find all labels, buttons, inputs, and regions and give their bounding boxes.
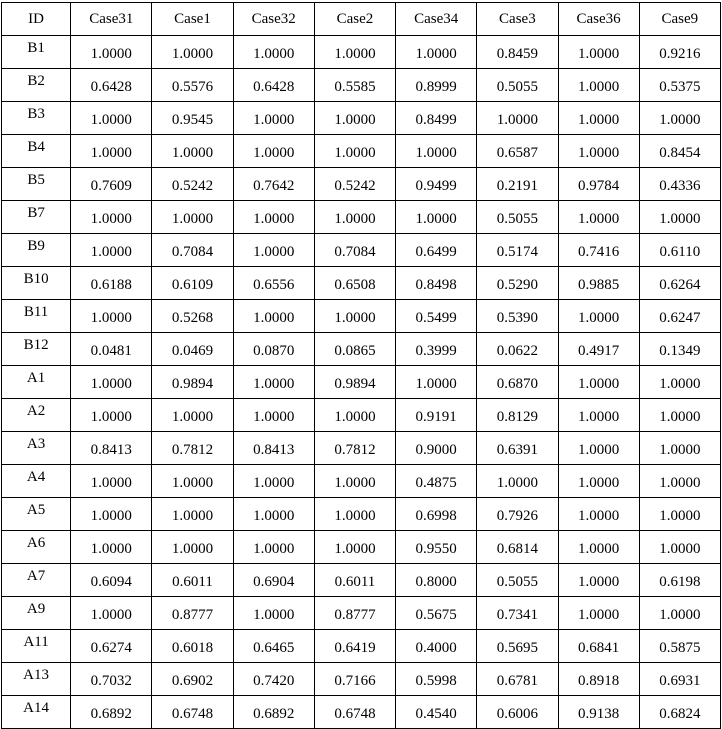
value-cell: 1.0000 <box>233 201 314 234</box>
value-cell: 0.5290 <box>477 267 558 300</box>
value-cell: 0.9545 <box>152 102 233 135</box>
value-cell: 0.4336 <box>639 168 720 201</box>
value-cell: 1.0000 <box>233 300 314 333</box>
value-cell: 1.0000 <box>558 201 639 234</box>
value-cell: 1.0000 <box>71 234 152 267</box>
value-cell: 0.4000 <box>396 630 477 663</box>
table-row <box>2 36 721 69</box>
value-cell: 0.6011 <box>314 564 395 597</box>
value-cell: 1.0000 <box>558 531 639 564</box>
row-id-cell: A13 <box>2 663 71 696</box>
value-cell: 0.0481 <box>71 333 152 366</box>
value-cell: 1.0000 <box>233 135 314 168</box>
value-cell: 0.9885 <box>558 267 639 300</box>
table-header <box>2 3 721 36</box>
column-header-case9: Case9 <box>639 3 720 36</box>
value-cell: 0.6904 <box>233 564 314 597</box>
table-row <box>2 366 721 399</box>
value-cell: 0.0870 <box>233 333 314 366</box>
value-cell: 0.7926 <box>477 498 558 531</box>
value-cell: 0.5055 <box>477 201 558 234</box>
value-cell: 0.6094 <box>71 564 152 597</box>
value-cell: 1.0000 <box>71 135 152 168</box>
table-row <box>2 564 721 597</box>
row-id-cell: B11 <box>2 300 71 333</box>
value-cell: 0.6556 <box>233 267 314 300</box>
value-cell: 0.5695 <box>477 630 558 663</box>
value-cell: 0.6109 <box>152 267 233 300</box>
table-row <box>2 201 721 234</box>
value-cell: 0.8459 <box>477 36 558 69</box>
value-cell: 0.1349 <box>639 333 720 366</box>
value-cell: 0.9499 <box>396 168 477 201</box>
value-cell: 1.0000 <box>639 597 720 630</box>
value-cell: 1.0000 <box>71 366 152 399</box>
value-cell: 1.0000 <box>558 135 639 168</box>
row-id-cell: B3 <box>2 102 71 135</box>
value-cell: 1.0000 <box>152 201 233 234</box>
table-row <box>2 399 721 432</box>
value-cell: 0.9191 <box>396 399 477 432</box>
value-cell: 0.6110 <box>639 234 720 267</box>
value-cell: 1.0000 <box>558 69 639 102</box>
value-cell: 1.0000 <box>152 36 233 69</box>
table-row <box>2 597 721 630</box>
value-cell: 0.9894 <box>152 366 233 399</box>
row-id-cell: A14 <box>2 696 71 729</box>
value-cell: 1.0000 <box>233 597 314 630</box>
row-id-cell: A2 <box>2 399 71 432</box>
value-cell: 0.4917 <box>558 333 639 366</box>
value-cell: 0.7812 <box>314 432 395 465</box>
value-cell: 1.0000 <box>314 201 395 234</box>
row-id-cell: A4 <box>2 465 71 498</box>
value-cell: 0.4540 <box>396 696 477 729</box>
table-row <box>2 498 721 531</box>
value-cell: 0.7341 <box>477 597 558 630</box>
value-cell: 1.0000 <box>558 102 639 135</box>
value-cell: 1.0000 <box>71 102 152 135</box>
column-header-case31: Case31 <box>71 3 152 36</box>
value-cell: 1.0000 <box>558 597 639 630</box>
table-row <box>2 531 721 564</box>
row-id-cell: B1 <box>2 36 71 69</box>
value-cell: 0.6931 <box>639 663 720 696</box>
value-cell: 0.6892 <box>233 696 314 729</box>
value-cell: 1.0000 <box>639 201 720 234</box>
value-cell: 1.0000 <box>639 399 720 432</box>
value-cell: 0.6247 <box>639 300 720 333</box>
results-table <box>1 2 721 729</box>
value-cell: 0.5998 <box>396 663 477 696</box>
value-cell: 1.0000 <box>558 300 639 333</box>
value-cell: 0.6781 <box>477 663 558 696</box>
table-row <box>2 696 721 729</box>
value-cell: 0.6870 <box>477 366 558 399</box>
table-row <box>2 69 721 102</box>
value-cell: 0.8413 <box>71 432 152 465</box>
value-cell: 1.0000 <box>477 102 558 135</box>
value-cell: 0.8498 <box>396 267 477 300</box>
value-cell: 0.6465 <box>233 630 314 663</box>
table-row <box>2 630 721 663</box>
value-cell: 1.0000 <box>233 531 314 564</box>
value-cell: 1.0000 <box>71 465 152 498</box>
value-cell: 0.5174 <box>477 234 558 267</box>
value-cell: 1.0000 <box>314 399 395 432</box>
value-cell: 1.0000 <box>558 564 639 597</box>
table-body <box>2 36 721 729</box>
value-cell: 1.0000 <box>314 102 395 135</box>
value-cell: 0.6748 <box>152 696 233 729</box>
value-cell: 1.0000 <box>71 498 152 531</box>
row-id-cell: A11 <box>2 630 71 663</box>
value-cell: 0.5875 <box>639 630 720 663</box>
value-cell: 0.6198 <box>639 564 720 597</box>
table-row <box>2 234 721 267</box>
value-cell: 0.5675 <box>396 597 477 630</box>
value-cell: 0.7812 <box>152 432 233 465</box>
value-cell: 0.6419 <box>314 630 395 663</box>
value-cell: 1.0000 <box>314 498 395 531</box>
table-row <box>2 432 721 465</box>
value-cell: 0.6274 <box>71 630 152 663</box>
value-cell: 0.5585 <box>314 69 395 102</box>
value-cell: 0.5242 <box>152 168 233 201</box>
value-cell: 1.0000 <box>233 399 314 432</box>
table-row <box>2 102 721 135</box>
row-id-cell: A9 <box>2 597 71 630</box>
value-cell: 1.0000 <box>396 366 477 399</box>
row-id-cell: A6 <box>2 531 71 564</box>
column-header-case36: Case36 <box>558 3 639 36</box>
value-cell: 0.6264 <box>639 267 720 300</box>
value-cell: 1.0000 <box>396 36 477 69</box>
value-cell: 0.5268 <box>152 300 233 333</box>
value-cell: 1.0000 <box>233 102 314 135</box>
value-cell: 1.0000 <box>558 465 639 498</box>
value-cell: 1.0000 <box>233 36 314 69</box>
value-cell: 1.0000 <box>639 498 720 531</box>
value-cell: 0.0469 <box>152 333 233 366</box>
table-row <box>2 663 721 696</box>
value-cell: 0.6508 <box>314 267 395 300</box>
value-cell: 0.2191 <box>477 168 558 201</box>
value-cell: 0.6006 <box>477 696 558 729</box>
value-cell: 1.0000 <box>71 597 152 630</box>
value-cell: 0.5576 <box>152 69 233 102</box>
value-cell: 0.6011 <box>152 564 233 597</box>
value-cell: 0.4875 <box>396 465 477 498</box>
value-cell: 0.9138 <box>558 696 639 729</box>
column-header-id: ID <box>2 3 71 36</box>
value-cell: 0.6814 <box>477 531 558 564</box>
value-cell: 1.0000 <box>639 531 720 564</box>
value-cell: 1.0000 <box>558 498 639 531</box>
value-cell: 1.0000 <box>314 531 395 564</box>
value-cell: 1.0000 <box>152 465 233 498</box>
value-cell: 0.6998 <box>396 498 477 531</box>
value-cell: 0.9550 <box>396 531 477 564</box>
value-cell: 1.0000 <box>558 36 639 69</box>
value-cell: 1.0000 <box>71 300 152 333</box>
value-cell: 0.0622 <box>477 333 558 366</box>
value-cell: 1.0000 <box>639 465 720 498</box>
row-id-cell: B12 <box>2 333 71 366</box>
value-cell: 1.0000 <box>233 234 314 267</box>
value-cell: 0.6587 <box>477 135 558 168</box>
value-cell: 0.0865 <box>314 333 395 366</box>
value-cell: 1.0000 <box>233 498 314 531</box>
value-cell: 0.8413 <box>233 432 314 465</box>
value-cell: 0.9784 <box>558 168 639 201</box>
row-id-cell: B10 <box>2 267 71 300</box>
value-cell: 1.0000 <box>233 465 314 498</box>
value-cell: 1.0000 <box>314 135 395 168</box>
table-row <box>2 135 721 168</box>
value-cell: 1.0000 <box>71 201 152 234</box>
value-cell: 0.9894 <box>314 366 395 399</box>
value-cell: 1.0000 <box>233 366 314 399</box>
row-id-cell: B9 <box>2 234 71 267</box>
value-cell: 0.5055 <box>477 564 558 597</box>
value-cell: 0.7609 <box>71 168 152 201</box>
value-cell: 1.0000 <box>396 201 477 234</box>
value-cell: 1.0000 <box>152 135 233 168</box>
value-cell: 0.6428 <box>233 69 314 102</box>
value-cell: 0.7416 <box>558 234 639 267</box>
row-id-cell: B4 <box>2 135 71 168</box>
value-cell: 1.0000 <box>558 399 639 432</box>
value-cell: 0.8918 <box>558 663 639 696</box>
value-cell: 0.6841 <box>558 630 639 663</box>
value-cell: 1.0000 <box>314 36 395 69</box>
table-row <box>2 168 721 201</box>
value-cell: 0.5375 <box>639 69 720 102</box>
value-cell: 1.0000 <box>558 366 639 399</box>
row-id-cell: B5 <box>2 168 71 201</box>
value-cell: 0.6188 <box>71 267 152 300</box>
value-cell: 1.0000 <box>558 432 639 465</box>
header-row <box>2 3 721 36</box>
row-id-cell: B7 <box>2 201 71 234</box>
value-cell: 0.8000 <box>396 564 477 597</box>
table-row <box>2 333 721 366</box>
value-cell: 1.0000 <box>314 300 395 333</box>
table-row <box>2 300 721 333</box>
value-cell: 0.6748 <box>314 696 395 729</box>
value-cell: 0.8999 <box>396 69 477 102</box>
value-cell: 0.6902 <box>152 663 233 696</box>
value-cell: 0.8777 <box>314 597 395 630</box>
value-cell: 0.5390 <box>477 300 558 333</box>
value-cell: 1.0000 <box>71 399 152 432</box>
value-cell: 0.9000 <box>396 432 477 465</box>
value-cell: 0.8777 <box>152 597 233 630</box>
table-row <box>2 465 721 498</box>
value-cell: 0.6892 <box>71 696 152 729</box>
column-header-case2: Case2 <box>314 3 395 36</box>
value-cell: 0.6391 <box>477 432 558 465</box>
row-id-cell: A7 <box>2 564 71 597</box>
row-id-cell: A1 <box>2 366 71 399</box>
value-cell: 0.9216 <box>639 36 720 69</box>
value-cell: 1.0000 <box>639 432 720 465</box>
value-cell: 0.6824 <box>639 696 720 729</box>
value-cell: 0.7032 <box>71 663 152 696</box>
value-cell: 1.0000 <box>639 366 720 399</box>
value-cell: 1.0000 <box>639 102 720 135</box>
value-cell: 0.7084 <box>152 234 233 267</box>
value-cell: 0.7084 <box>314 234 395 267</box>
column-header-case3: Case3 <box>477 3 558 36</box>
value-cell: 1.0000 <box>477 465 558 498</box>
column-header-case34: Case34 <box>396 3 477 36</box>
value-cell: 0.6018 <box>152 630 233 663</box>
value-cell: 0.6428 <box>71 69 152 102</box>
value-cell: 1.0000 <box>152 531 233 564</box>
value-cell: 0.3999 <box>396 333 477 366</box>
value-cell: 0.7420 <box>233 663 314 696</box>
value-cell: 0.5242 <box>314 168 395 201</box>
value-cell: 0.6499 <box>396 234 477 267</box>
value-cell: 1.0000 <box>152 399 233 432</box>
value-cell: 1.0000 <box>314 465 395 498</box>
value-cell: 0.7642 <box>233 168 314 201</box>
table-row <box>2 267 721 300</box>
value-cell: 0.8499 <box>396 102 477 135</box>
row-id-cell: B2 <box>2 69 71 102</box>
value-cell: 0.5499 <box>396 300 477 333</box>
value-cell: 1.0000 <box>152 498 233 531</box>
value-cell: 1.0000 <box>71 36 152 69</box>
value-cell: 0.5055 <box>477 69 558 102</box>
row-id-cell: A5 <box>2 498 71 531</box>
value-cell: 1.0000 <box>396 135 477 168</box>
row-id-cell: A3 <box>2 432 71 465</box>
column-header-case1: Case1 <box>152 3 233 36</box>
value-cell: 0.8129 <box>477 399 558 432</box>
column-header-case32: Case32 <box>233 3 314 36</box>
value-cell: 1.0000 <box>71 531 152 564</box>
value-cell: 0.7166 <box>314 663 395 696</box>
value-cell: 0.8454 <box>639 135 720 168</box>
